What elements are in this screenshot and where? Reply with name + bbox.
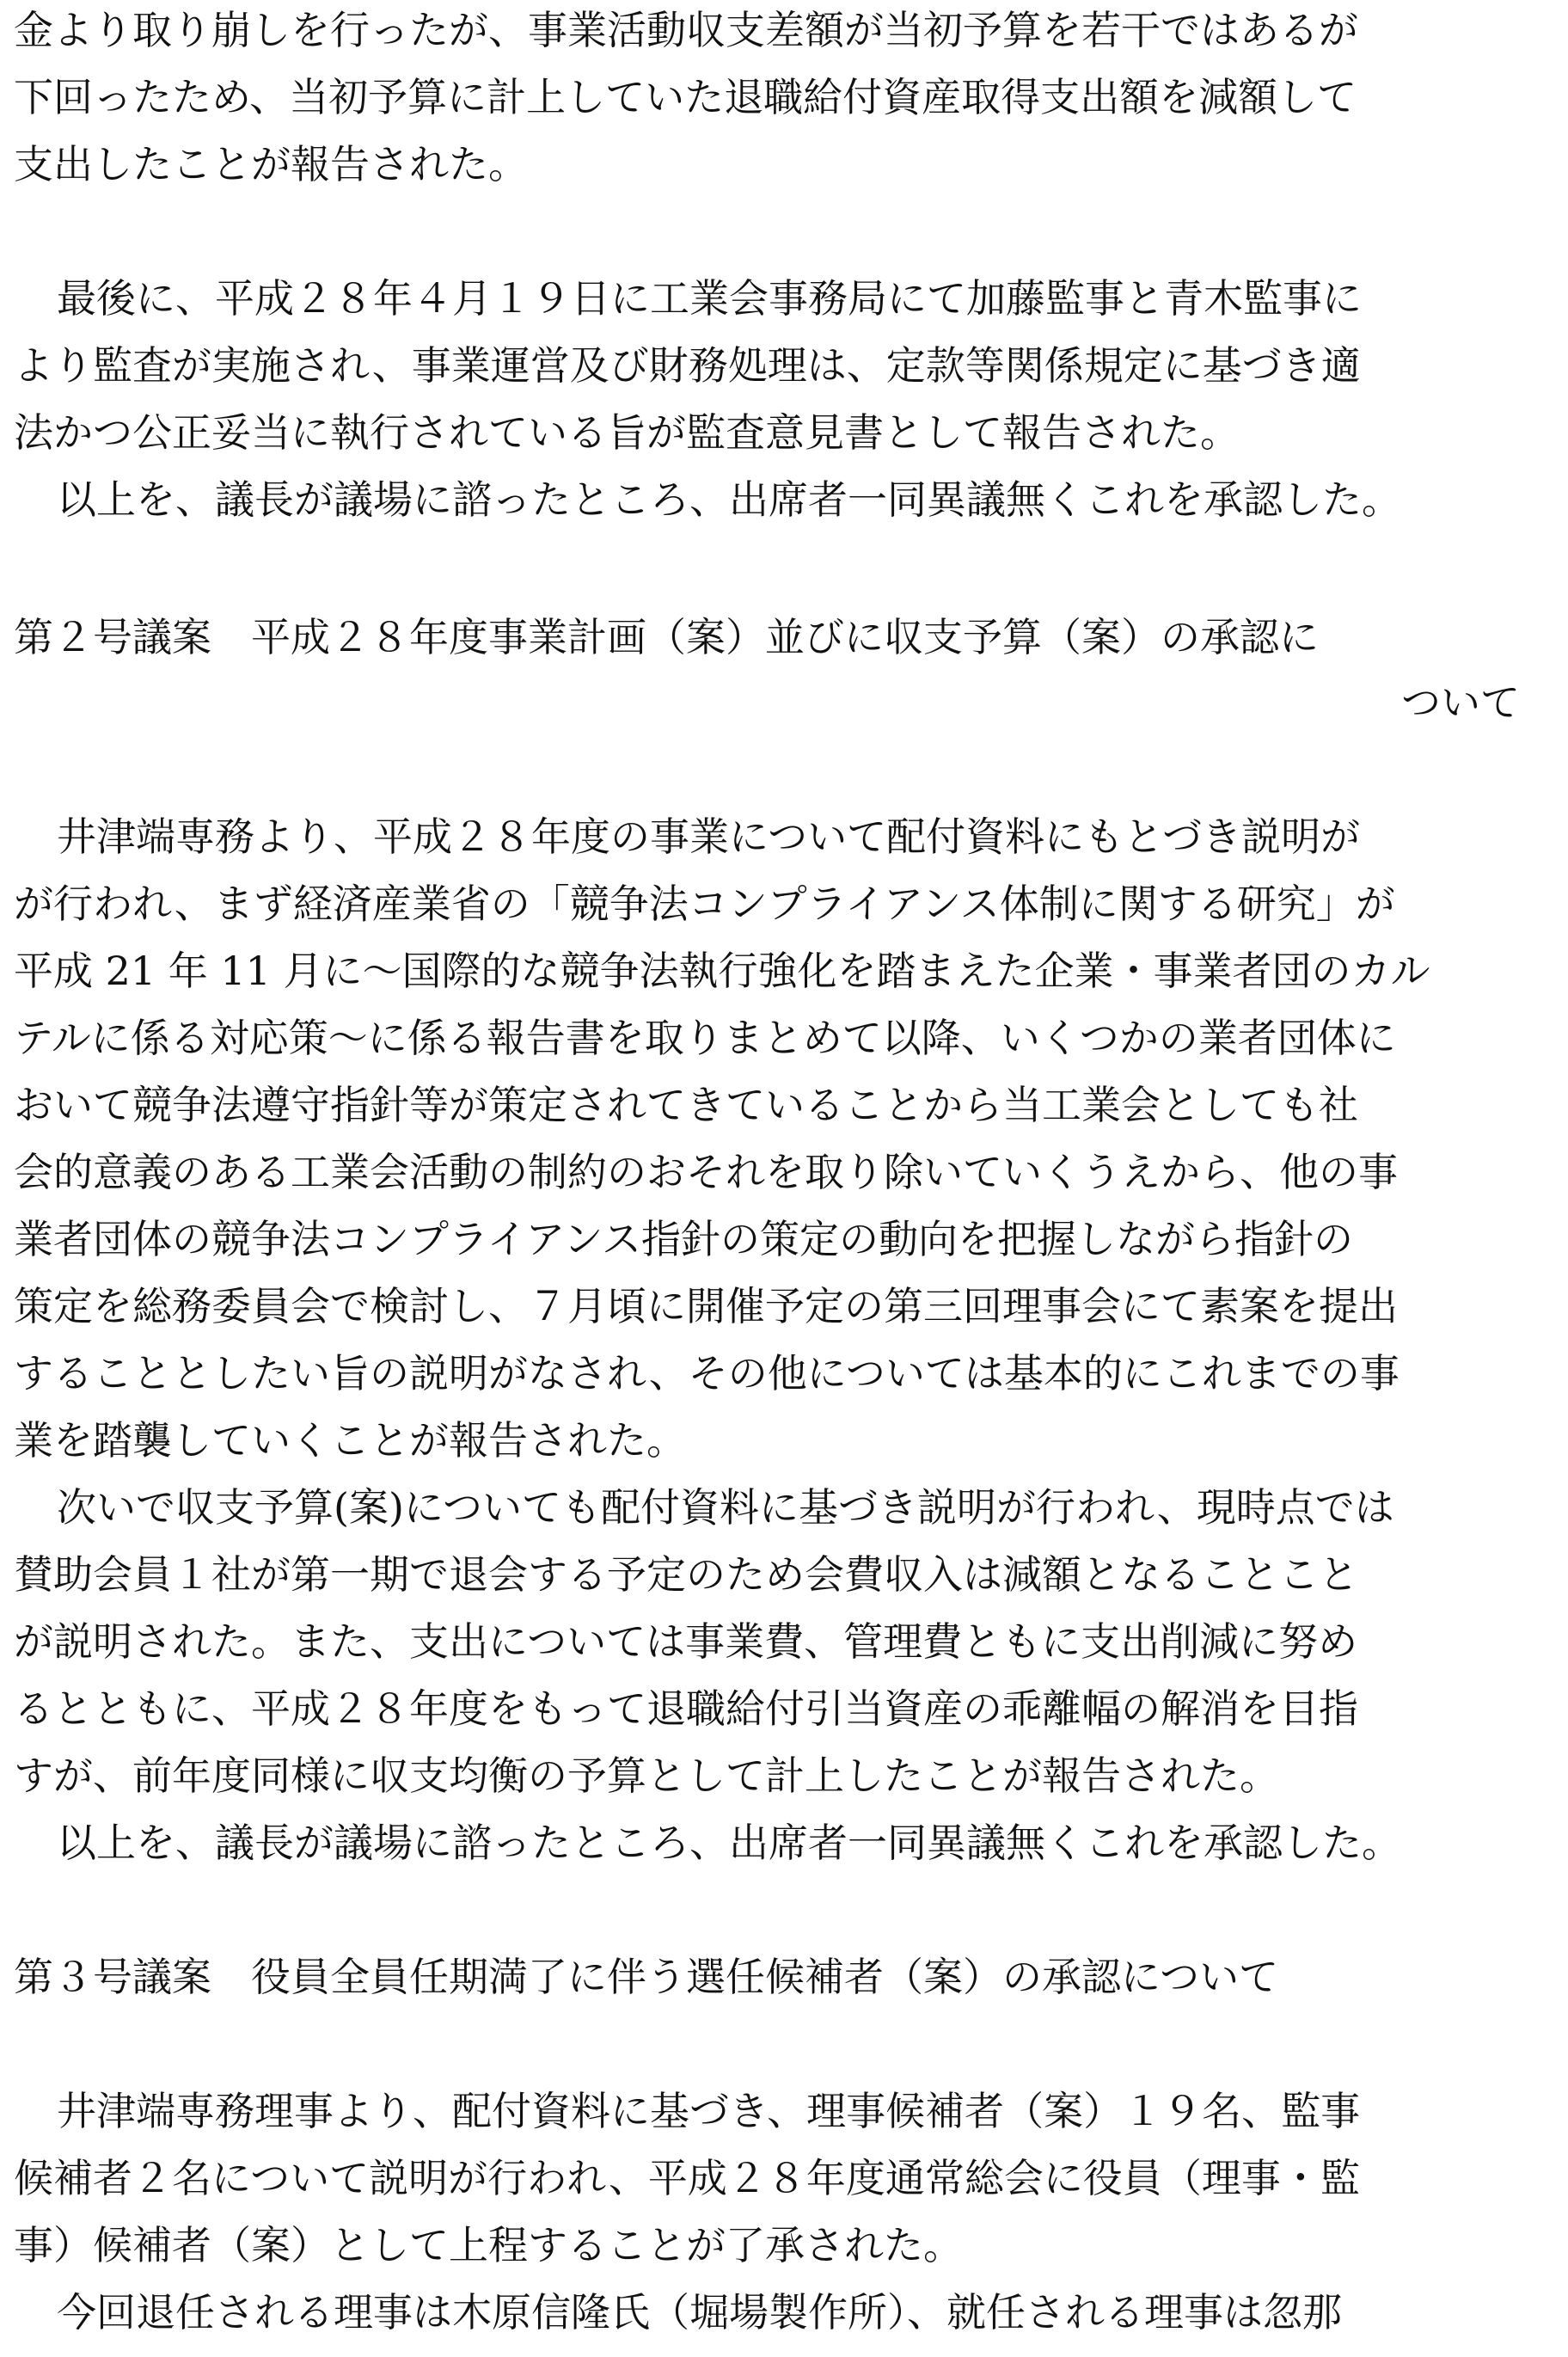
paragraph-line: が説明された。また、支出については事業費、管理費ともに支出削減に努め bbox=[14, 1618, 1358, 1665]
paragraph-line: 策定を総務委員会で検討し、７月頃に開催予定の第三回理事会にて素案を提出 bbox=[14, 1283, 1398, 1329]
approval-line: 以上を、議長が議場に諮ったところ、出席者一同異議無くこれを承認した。 bbox=[57, 1820, 1401, 1866]
paragraph-line: 候補者２名について説明が行われ、平成２８年度通常総会に役員（理事・監 bbox=[14, 2155, 1360, 2201]
paragraph-line: することとしたい旨の説明がなされ、その他については基本的にこれまでの事 bbox=[14, 1350, 1400, 1396]
paragraph-line: 賛助会員１社が第一期で退会する予定のため会費収入は減額となることこと bbox=[14, 1551, 1358, 1598]
paragraph-line: 業者団体の競争法コンプライアンス指針の策定の動向を把握しながら指針の bbox=[14, 1216, 1354, 1262]
approval-line: 以上を、議長が議場に諮ったところ、出席者一同異議無くこれを承認した。 bbox=[57, 476, 1401, 523]
paragraph-line: 井津端専務理事より、配付資料に基づき、理事候補者（案）１９名、監事 bbox=[57, 2088, 1361, 2134]
paragraph-line: 会的意義のある工業会活動の制約のおそれを取り除いていくうえから、他の事 bbox=[14, 1149, 1398, 1195]
paragraph-line: 最後に、平成２８年４月１９日に工業会事務局にて加藤監事と青木監事に bbox=[57, 275, 1362, 322]
paragraph-line: 法かつ公正妥当に執行されている旨が監査意見書として報告された。 bbox=[14, 409, 1240, 456]
paragraph-line: より監査が実施され、事業運営及び財務処理は、定款等関係規定に基づき適 bbox=[14, 342, 1361, 389]
paragraph-line: テルに係る対応策～に係る報告書を取りまとめて以降、いくつかの業者団体に bbox=[14, 1015, 1396, 1061]
paragraph-line: 金より取り崩しを行ったが、事業活動収支差額が当初予算を若干ではあるが bbox=[14, 7, 1358, 53]
paragraph-line: 業を踏襲していくことが報告された。 bbox=[14, 1417, 686, 1464]
paragraph-line: 事）候補者（案）として上程することが了承された。 bbox=[14, 2222, 963, 2268]
paragraph-line: るとともに、平成２８年度をもって退職給付引当資産の乖離幅の解消を目指 bbox=[14, 1685, 1358, 1732]
paragraph-line: 井津端専務より、平成２８年度の事業について配付資料にもとづき説明が bbox=[57, 813, 1361, 860]
paragraph-line: 今回退任される理事は木原信隆氏（堀場製作所）、就任される理事は忽那 bbox=[57, 2289, 1342, 2336]
paragraph-line: 次いで収支予算(案)についても配付資料に基づき説明が行われ、現時点では bbox=[57, 1484, 1394, 1531]
paragraph-line: すが、前年度同様に収支均衡の予算として計上したことが報告された。 bbox=[14, 1752, 1279, 1799]
paragraph-line: おいて競争法遵守指針等が策定されてきていることから当工業会としても社 bbox=[14, 1082, 1358, 1128]
paragraph-line: 下回ったため、当初予算に計上していた退職給付資産取得支出額を減額して bbox=[14, 74, 1357, 120]
paragraph-line: が行われ、まず経済産業省の「競争法コンプライアンス体制に関する研究」が bbox=[14, 881, 1395, 927]
paragraph-line: 支出したことが報告された。 bbox=[14, 141, 528, 187]
agenda-2-heading: 第２号議案 平成２８年度事業計画（案）並びに収支予算（案）の承認に bbox=[14, 614, 1319, 660]
agenda-3-heading: 第３号議案 役員全員任期満了に伴う選任候補者（案）の承認について bbox=[14, 1954, 1279, 2000]
agenda-2-heading-cont: ついて bbox=[1401, 679, 1520, 726]
paragraph-line: 平成 21 年 11 月に～国際的な競争法執行強化を踏まえた企業・事業者団のカル bbox=[14, 948, 1430, 994]
